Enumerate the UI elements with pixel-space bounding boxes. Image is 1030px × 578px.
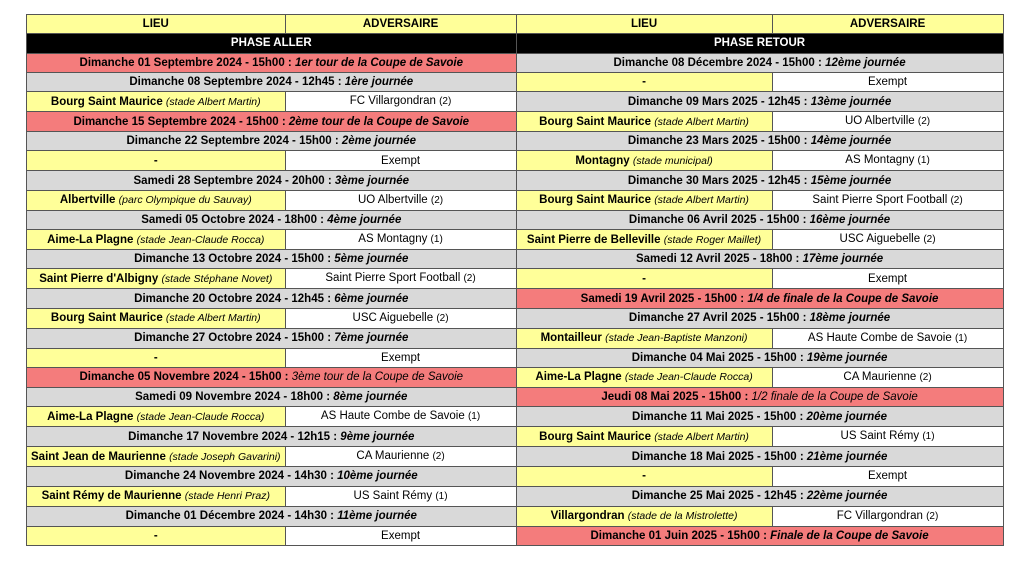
stadium-name: (stade Joseph Gavarini) bbox=[169, 450, 281, 463]
opponent-name: UO Albertville bbox=[844, 115, 915, 128]
matchday-date bbox=[516, 250, 1003, 269]
date-text: Dimanche 20 Octobre 2024 - 12h45 : bbox=[134, 292, 335, 305]
opponent-cell bbox=[772, 467, 1003, 486]
header-row bbox=[27, 15, 1004, 34]
venue-name: Saint Rémy de Maurienne bbox=[41, 490, 182, 503]
schedule-row bbox=[27, 486, 1004, 506]
opponent-level: (2) bbox=[439, 96, 452, 108]
stadium-name: (stade Albert Martin) bbox=[165, 95, 261, 108]
cup-round-label: 1/4 de finale de la Coupe de Savoie bbox=[747, 292, 939, 305]
header-lieu-aller: LIEU bbox=[27, 15, 286, 34]
date-text: Dimanche 25 Mai 2025 - 12h45 : bbox=[631, 490, 807, 503]
opponent-cell bbox=[285, 92, 516, 112]
cup-match-date bbox=[27, 112, 517, 132]
schedule-row bbox=[27, 112, 1004, 132]
matchday-label: 22ème journée bbox=[806, 490, 888, 503]
venue-name: Villargondran bbox=[550, 510, 625, 523]
venue-cell bbox=[516, 467, 772, 486]
venue-name: Bourg Saint Maurice bbox=[50, 312, 163, 325]
date-text: Samedi 19 Avril 2025 - 15h00 : bbox=[580, 292, 748, 305]
date-text: Dimanche 01 Septembre 2024 - 15h00 : bbox=[79, 56, 295, 69]
opponent-name: FC Villargondran bbox=[349, 95, 436, 108]
opponent-level: (2) bbox=[917, 116, 931, 128]
date-text: Dimanche 01 Juin 2025 - 15h00 : bbox=[590, 529, 771, 542]
opponent-level: (2) bbox=[919, 371, 932, 383]
matchday-label: 10ème journée bbox=[337, 470, 418, 483]
schedule-row bbox=[27, 269, 1004, 289]
opponent-name: AS Haute Combe de Savoie bbox=[807, 331, 952, 344]
schedule-row bbox=[27, 447, 1004, 467]
opponent-name: Saint Pierre Sport Football bbox=[812, 193, 948, 206]
date-text: Dimanche 27 Octobre 2024 - 15h00 : bbox=[134, 332, 335, 345]
stadium-name: (stade de la Mistrolette) bbox=[627, 510, 738, 523]
header-adversaire-retour: ADVERSAIRE bbox=[772, 15, 1003, 34]
venue-name: Saint Jean de Maurienne bbox=[31, 450, 166, 463]
date-text: Dimanche 17 Novembre 2024 - 12h15 : bbox=[128, 430, 341, 443]
venue-name: Montagny bbox=[575, 154, 630, 167]
stadium-name: (stade Albert Martin) bbox=[654, 430, 749, 443]
opponent-level: (1) bbox=[954, 332, 968, 344]
venue-name: - bbox=[153, 351, 158, 364]
matchday-label: 1ère journée bbox=[344, 76, 414, 89]
date-text: Dimanche 23 Mars 2025 - 15h00 : bbox=[627, 135, 811, 148]
venue-cell bbox=[516, 506, 772, 526]
opponent-name: CA Maurienne bbox=[356, 450, 430, 463]
venue-cell bbox=[516, 72, 772, 91]
venue-name: Albertville bbox=[59, 194, 116, 207]
venue-cell bbox=[27, 269, 286, 289]
opponent-name: US Saint Rémy bbox=[353, 489, 433, 502]
schedule-row bbox=[27, 387, 1004, 406]
stadium-name: (stade Jean-Claude Rocca) bbox=[624, 371, 753, 384]
stadium-name: (stade Jean-Claude Rocca) bbox=[136, 410, 265, 423]
venue-cell bbox=[27, 407, 286, 427]
cup-round-label: Finale de la Coupe de Savoie bbox=[770, 529, 929, 542]
stadium-name: (stade Stéphane Novet) bbox=[161, 272, 273, 285]
date-text: Dimanche 08 Septembre 2024 - 12h45 : bbox=[129, 76, 345, 89]
header-lieu-retour: LIEU bbox=[516, 15, 772, 34]
venue-cell bbox=[27, 230, 286, 250]
cup-round-label: 3ème tour de la Coupe de Savoie bbox=[291, 371, 464, 384]
opponent-name: AS Montagny bbox=[358, 233, 428, 246]
matchday-date bbox=[27, 210, 517, 229]
matchday-label: 17ème journée bbox=[802, 253, 884, 266]
venue-name: Aime-La Plagne bbox=[47, 410, 134, 423]
date-text: Dimanche 05 Novembre 2024 - 15h00 : bbox=[79, 371, 292, 384]
matchday-label: 18ème journée bbox=[809, 312, 891, 325]
schedule-row bbox=[27, 171, 1004, 190]
schedule-row bbox=[27, 348, 1004, 367]
stadium-name: (stade Albert Martin) bbox=[165, 312, 261, 325]
date-text: Dimanche 24 Novembre 2024 - 14h30 : bbox=[124, 470, 338, 483]
opponent-level: (2) bbox=[463, 273, 476, 285]
venue-name: Aime-La Plagne bbox=[535, 371, 622, 384]
matchday-label: 7ème journée bbox=[334, 332, 409, 345]
opponent-cell bbox=[285, 269, 516, 289]
venue-cell bbox=[516, 269, 772, 289]
opponent-cell bbox=[285, 526, 516, 545]
opponent-level: (1) bbox=[430, 234, 443, 246]
opponent-cell bbox=[285, 447, 516, 467]
schedule-row bbox=[27, 53, 1004, 72]
matchday-date bbox=[27, 506, 517, 526]
opponent-name: AS Haute Combe de Savoie bbox=[320, 410, 465, 423]
matchday-date bbox=[27, 132, 517, 151]
opponent-cell bbox=[285, 230, 516, 250]
opponent-cell bbox=[772, 112, 1003, 132]
venue-name: Montailleur bbox=[540, 332, 602, 345]
matchday-date bbox=[27, 328, 517, 348]
matchday-date bbox=[27, 387, 517, 406]
venue-cell bbox=[27, 348, 286, 367]
matchday-label: 21ème journée bbox=[806, 450, 888, 463]
date-text: Samedi 12 Avril 2025 - 18h00 : bbox=[635, 253, 803, 266]
phase-aller-title: PHASE ALLER bbox=[27, 34, 517, 53]
schedule-row bbox=[27, 132, 1004, 151]
matchday-label: 15ème journée bbox=[810, 174, 892, 187]
opponent-level: (1) bbox=[917, 155, 930, 167]
venue-cell bbox=[27, 92, 286, 112]
date-text: Dimanche 18 Mai 2025 - 15h00 : bbox=[631, 450, 807, 463]
schedule-row bbox=[27, 210, 1004, 229]
date-text: Dimanche 01 Décembre 2024 - 14h30 : bbox=[125, 510, 338, 523]
schedule-row bbox=[27, 250, 1004, 269]
opponent-name: Exempt bbox=[381, 529, 421, 542]
opponent-cell bbox=[772, 367, 1003, 387]
matchday-date bbox=[516, 308, 1003, 328]
header-adversaire-aller: ADVERSAIRE bbox=[285, 15, 516, 34]
opponent-name: Exempt bbox=[381, 154, 421, 167]
matchday-date bbox=[27, 427, 517, 447]
opponent-name: CA Maurienne bbox=[843, 370, 917, 383]
date-text: Dimanche 09 Mars 2025 - 12h45 : bbox=[627, 95, 811, 108]
date-text: Dimanche 04 Mai 2025 - 15h00 : bbox=[631, 351, 807, 364]
matchday-date bbox=[27, 250, 517, 269]
opponent-name: US Saint Rémy bbox=[840, 430, 920, 443]
opponent-cell bbox=[772, 506, 1003, 526]
opponent-name: Exempt bbox=[868, 76, 908, 89]
matchday-label: 12ème journée bbox=[825, 56, 906, 69]
matchday-date bbox=[516, 348, 1003, 367]
schedule-row bbox=[27, 72, 1004, 91]
opponent-level: (1) bbox=[922, 431, 935, 443]
matchday-date bbox=[516, 132, 1003, 151]
venue-name: - bbox=[642, 76, 646, 89]
cup-match-date bbox=[516, 526, 1003, 545]
phase-retour-title: PHASE RETOUR bbox=[516, 34, 1003, 53]
schedule-row bbox=[27, 427, 1004, 447]
venue-cell bbox=[27, 151, 286, 171]
venue-name: Aime-La Plagne bbox=[47, 233, 134, 246]
opponent-name: USC Aiguebelle bbox=[839, 233, 921, 246]
venue-name: Bourg Saint Maurice bbox=[539, 430, 651, 443]
opponent-level: (2) bbox=[926, 510, 939, 522]
date-text: Dimanche 11 Mai 2025 - 15h00 : bbox=[632, 410, 807, 423]
opponent-cell bbox=[772, 328, 1003, 348]
cup-match-date bbox=[27, 53, 517, 72]
venue-cell bbox=[516, 230, 772, 250]
opponent-cell bbox=[772, 230, 1003, 250]
schedule-row bbox=[27, 92, 1004, 112]
opponent-name: FC Villargondran bbox=[836, 509, 923, 522]
opponent-level: (1) bbox=[467, 411, 481, 423]
cup-round-label: 2ème tour de la Coupe de Savoie bbox=[288, 115, 470, 128]
venue-name: - bbox=[153, 154, 158, 167]
venue-cell bbox=[516, 367, 772, 387]
schedule-row bbox=[27, 328, 1004, 348]
venue-cell bbox=[516, 151, 772, 171]
date-text: Jeudi 08 Mai 2025 - 15h00 : bbox=[601, 391, 752, 404]
matchday-label: 13ème journée bbox=[810, 95, 892, 108]
opponent-name: Exempt bbox=[381, 351, 421, 364]
matchday-date bbox=[516, 210, 1003, 229]
opponent-level: (2) bbox=[430, 194, 444, 206]
venue-cell bbox=[27, 486, 286, 506]
schedule-row bbox=[27, 367, 1004, 387]
venue-cell bbox=[27, 190, 286, 210]
date-text: Dimanche 13 Octobre 2024 - 15h00 : bbox=[134, 253, 335, 266]
venue-cell bbox=[27, 447, 286, 467]
matchday-date bbox=[27, 289, 517, 308]
matchday-label: 14ème journée bbox=[810, 135, 892, 148]
cup-round-label: 1er tour de la Coupe de Savoie bbox=[294, 56, 464, 69]
stadium-name: (stade Albert Martin) bbox=[654, 115, 749, 128]
schedule-row bbox=[27, 467, 1004, 486]
opponent-level: (2) bbox=[436, 312, 449, 324]
venue-cell bbox=[27, 308, 286, 328]
date-text: Dimanche 08 Décembre 2024 - 15h00 : bbox=[613, 56, 826, 69]
date-text: Dimanche 15 Septembre 2024 - 15h00 : bbox=[73, 115, 289, 128]
venue-name: Bourg Saint Maurice bbox=[539, 194, 651, 207]
matchday-label: 19ème journée bbox=[806, 351, 888, 364]
venue-name: Bourg Saint Maurice bbox=[539, 115, 651, 128]
schedule-row bbox=[27, 190, 1004, 210]
matchday-date bbox=[516, 53, 1003, 72]
matchday-date bbox=[27, 467, 517, 486]
stadium-name: (stade Jean-Claude Rocca) bbox=[136, 233, 265, 246]
opponent-cell bbox=[772, 151, 1003, 171]
matchday-date bbox=[516, 171, 1003, 190]
date-text: Dimanche 06 Avril 2025 - 15h00 : bbox=[628, 213, 810, 226]
schedule-body bbox=[27, 15, 1004, 546]
stadium-name: (stade Henri Praz) bbox=[184, 490, 270, 503]
venue-name: Saint Pierre de Belleville bbox=[526, 233, 661, 246]
venue-cell bbox=[516, 328, 772, 348]
venue-cell bbox=[27, 526, 286, 545]
matchday-label: 4ème journée bbox=[327, 213, 402, 226]
matchday-label: 5ème journée bbox=[334, 253, 409, 266]
cup-round-label: 1/2 finale de la Coupe de Savoie bbox=[751, 391, 918, 404]
opponent-cell bbox=[285, 407, 516, 427]
matchday-date bbox=[27, 72, 517, 91]
opponent-cell bbox=[285, 308, 516, 328]
schedule-table bbox=[26, 14, 1004, 546]
opponent-level: (1) bbox=[435, 490, 448, 502]
opponent-name: Exempt bbox=[868, 272, 908, 285]
opponent-level: (2) bbox=[432, 451, 445, 463]
date-text: Samedi 09 Novembre 2024 - 18h00 : bbox=[135, 391, 334, 404]
opponent-cell bbox=[772, 72, 1003, 91]
matchday-label: 3ème journée bbox=[334, 174, 410, 187]
schedule-row bbox=[27, 407, 1004, 427]
date-text: Dimanche 30 Mars 2025 - 12h45 : bbox=[627, 174, 811, 187]
matchday-date bbox=[516, 447, 1003, 467]
matchday-date bbox=[516, 407, 1003, 427]
schedule-row bbox=[27, 526, 1004, 545]
cup-match-date bbox=[516, 387, 1003, 406]
matchday-label: 8ème journée bbox=[333, 391, 408, 404]
venue-name: - bbox=[153, 529, 158, 542]
matchday-label: 16ème journée bbox=[809, 213, 891, 226]
stadium-name: (stade Jean-Baptiste Manzoni) bbox=[605, 332, 748, 345]
date-text: Samedi 28 Septembre 2024 - 20h00 : bbox=[133, 174, 335, 187]
matchday-date bbox=[516, 486, 1003, 506]
opponent-cell bbox=[772, 427, 1003, 447]
cup-match-date bbox=[516, 289, 1003, 308]
opponent-level: (2) bbox=[923, 234, 936, 246]
date-text: Dimanche 27 Avril 2025 - 15h00 : bbox=[628, 312, 810, 325]
stadium-name: (stade Albert Martin) bbox=[654, 194, 749, 207]
date-text: Dimanche 22 Septembre 2024 - 15h00 : bbox=[126, 135, 342, 148]
venue-cell bbox=[516, 112, 772, 132]
matchday-label: 9ème journée bbox=[340, 430, 415, 443]
date-text: Samedi 05 Octobre 2024 - 18h00 : bbox=[141, 213, 328, 226]
stadium-name: (stade municipal) bbox=[632, 154, 713, 167]
opponent-cell bbox=[285, 348, 516, 367]
venue-name: - bbox=[642, 470, 646, 483]
opponent-cell bbox=[285, 486, 516, 506]
venue-cell bbox=[516, 427, 772, 447]
schedule-row bbox=[27, 230, 1004, 250]
venue-name: Saint Pierre d'Albigny bbox=[39, 272, 159, 285]
cup-match-date bbox=[27, 367, 517, 387]
opponent-cell bbox=[772, 269, 1003, 289]
venue-cell bbox=[516, 190, 772, 210]
stadium-name: (parc Olympique du Sauvay) bbox=[118, 194, 252, 207]
matchday-label: 2ème journée bbox=[341, 135, 417, 148]
stadium-name: (stade Roger Maillet) bbox=[663, 233, 762, 246]
schedule-row bbox=[27, 289, 1004, 308]
matchday-label: 6ème journée bbox=[334, 292, 409, 305]
schedule-row bbox=[27, 308, 1004, 328]
venue-name: Bourg Saint Maurice bbox=[50, 95, 163, 108]
matchday-date bbox=[27, 171, 517, 190]
opponent-name: USC Aiguebelle bbox=[352, 311, 434, 324]
venue-name: - bbox=[642, 272, 646, 285]
matchday-label: 20ème journée bbox=[806, 410, 888, 423]
opponent-name: UO Albertville bbox=[357, 193, 428, 206]
opponent-name: Saint Pierre Sport Football bbox=[325, 272, 461, 285]
matchday-date bbox=[516, 92, 1003, 112]
phase-row bbox=[27, 34, 1004, 53]
opponent-name: AS Montagny bbox=[845, 154, 915, 167]
opponent-level: (2) bbox=[950, 194, 963, 206]
opponent-cell bbox=[285, 190, 516, 210]
schedule-row bbox=[27, 151, 1004, 171]
opponent-cell bbox=[285, 151, 516, 171]
opponent-cell bbox=[772, 190, 1003, 210]
schedule-row bbox=[27, 506, 1004, 526]
matchday-label: 11ème journée bbox=[337, 510, 417, 523]
opponent-name: Exempt bbox=[868, 470, 908, 483]
